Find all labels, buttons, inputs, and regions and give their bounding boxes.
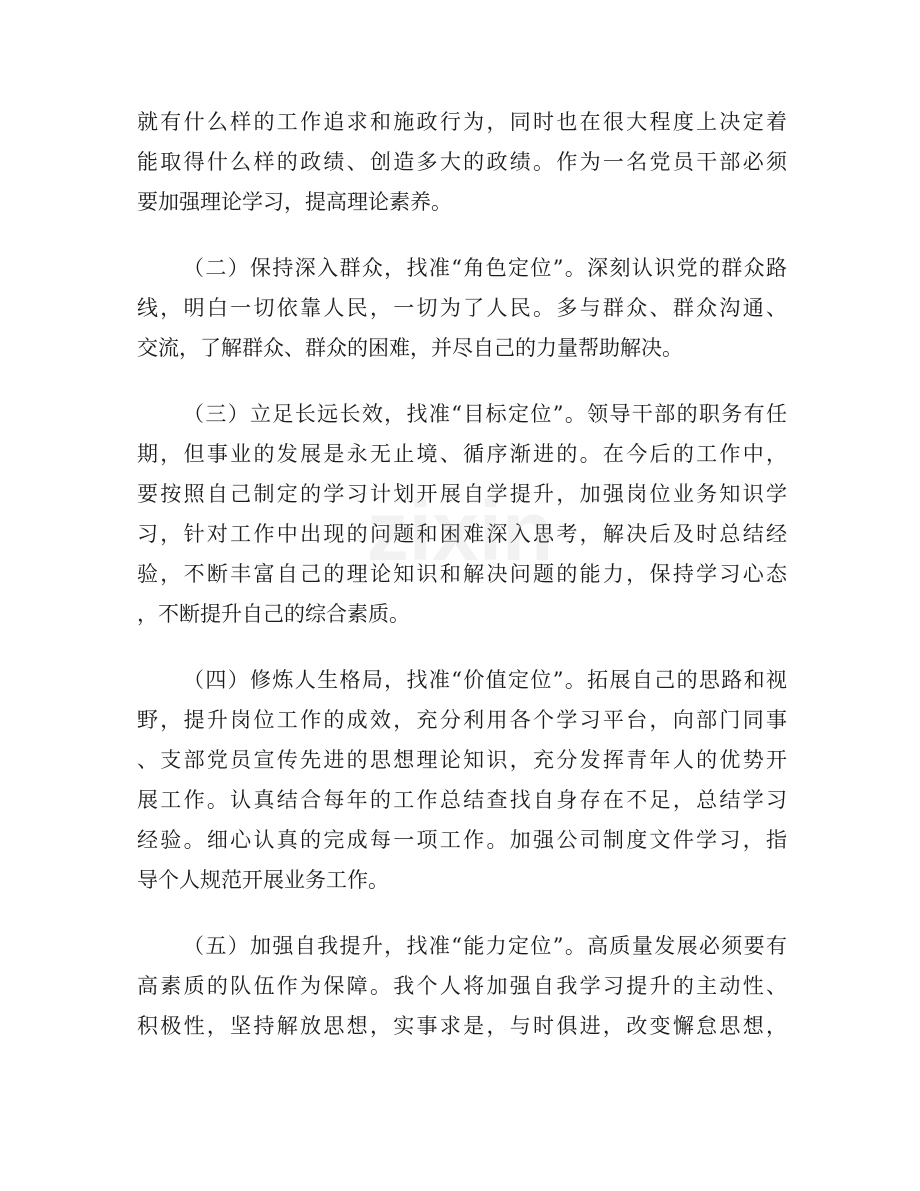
svg-text:zixin: zixin <box>366 484 554 578</box>
text-line: （五）加强自我提升，找准“能力定位”。高质量发展必须要有 <box>183 934 787 958</box>
text-line: 要按照自己制定的学习计划开展自学提升，加强岗位业务知识学 <box>137 482 787 506</box>
paragraph-section-2 <box>137 248 787 368</box>
text-line: 验，不断丰富自己的理论知识和解决问题的能力，保持学习心态 <box>137 562 787 586</box>
text-line: （三）立足长远长效，找准“目标定位”。领导干部的职务有任 <box>183 402 787 426</box>
text-line: 展工作。认真结合每年的工作总结查找自身存在不足，总结学习 <box>137 788 787 812</box>
text-line: 习，针对工作中出现的问题和困难深入思考，解决后及时总结经 <box>137 522 787 546</box>
paragraph-continuation <box>137 102 787 222</box>
text-line: 交流，了解群众、群众的困难，并尽自己的力量帮助解决。 <box>137 336 683 360</box>
text-line: 、支部党员宣传先进的思想理论知识，充分发挥青年人的优势开 <box>137 748 787 772</box>
document-body <box>137 102 787 1046</box>
text-line: 期，但事业的发展是永无止境、循序渐进的。在今后的工作中， <box>137 442 787 466</box>
text-line: 经验。细心认真的完成每一项工作。加强公司制度文件学习，指 <box>137 828 787 852</box>
paragraph-section-4 <box>137 660 787 900</box>
text-line: 野，提升岗位工作的成效，充分利用各个学习平台，向部门同事 <box>137 708 787 732</box>
text-line: 就有什么样的工作追求和施政行为，同时也在很大程度上决定着 <box>137 110 787 134</box>
text-line: 高素质的队伍作为保障。我个人将加强自我学习提升的主动性、 <box>137 974 787 998</box>
paragraph-section-5 <box>137 926 787 1046</box>
text-line: （二）保持深入群众，找准“角色定位”。深刻认识党的群众路 <box>183 256 787 280</box>
text-line: 能取得什么样的政绩、创造多大的政绩。作为一名党员干部必须 <box>137 150 787 174</box>
text-line: 积极性，坚持解放思想，实事求是，与时俱进，改变懈怠思想， <box>137 1014 787 1038</box>
text-line: 导个人规范开展业务工作。 <box>137 868 389 892</box>
text-line: 要加强理论学习，提高理论素养。 <box>137 190 452 214</box>
text-line: （四）修炼人生格局，找准“价值定位”。拓展自己的思路和视 <box>183 668 787 692</box>
text-line: 线，明白一切依靠人民，一切为了人民。多与群众、群众沟通、 <box>137 296 787 320</box>
paragraph-section-3 <box>137 394 787 634</box>
text-line: ，不断提升自己的综合素质。 <box>137 602 410 626</box>
